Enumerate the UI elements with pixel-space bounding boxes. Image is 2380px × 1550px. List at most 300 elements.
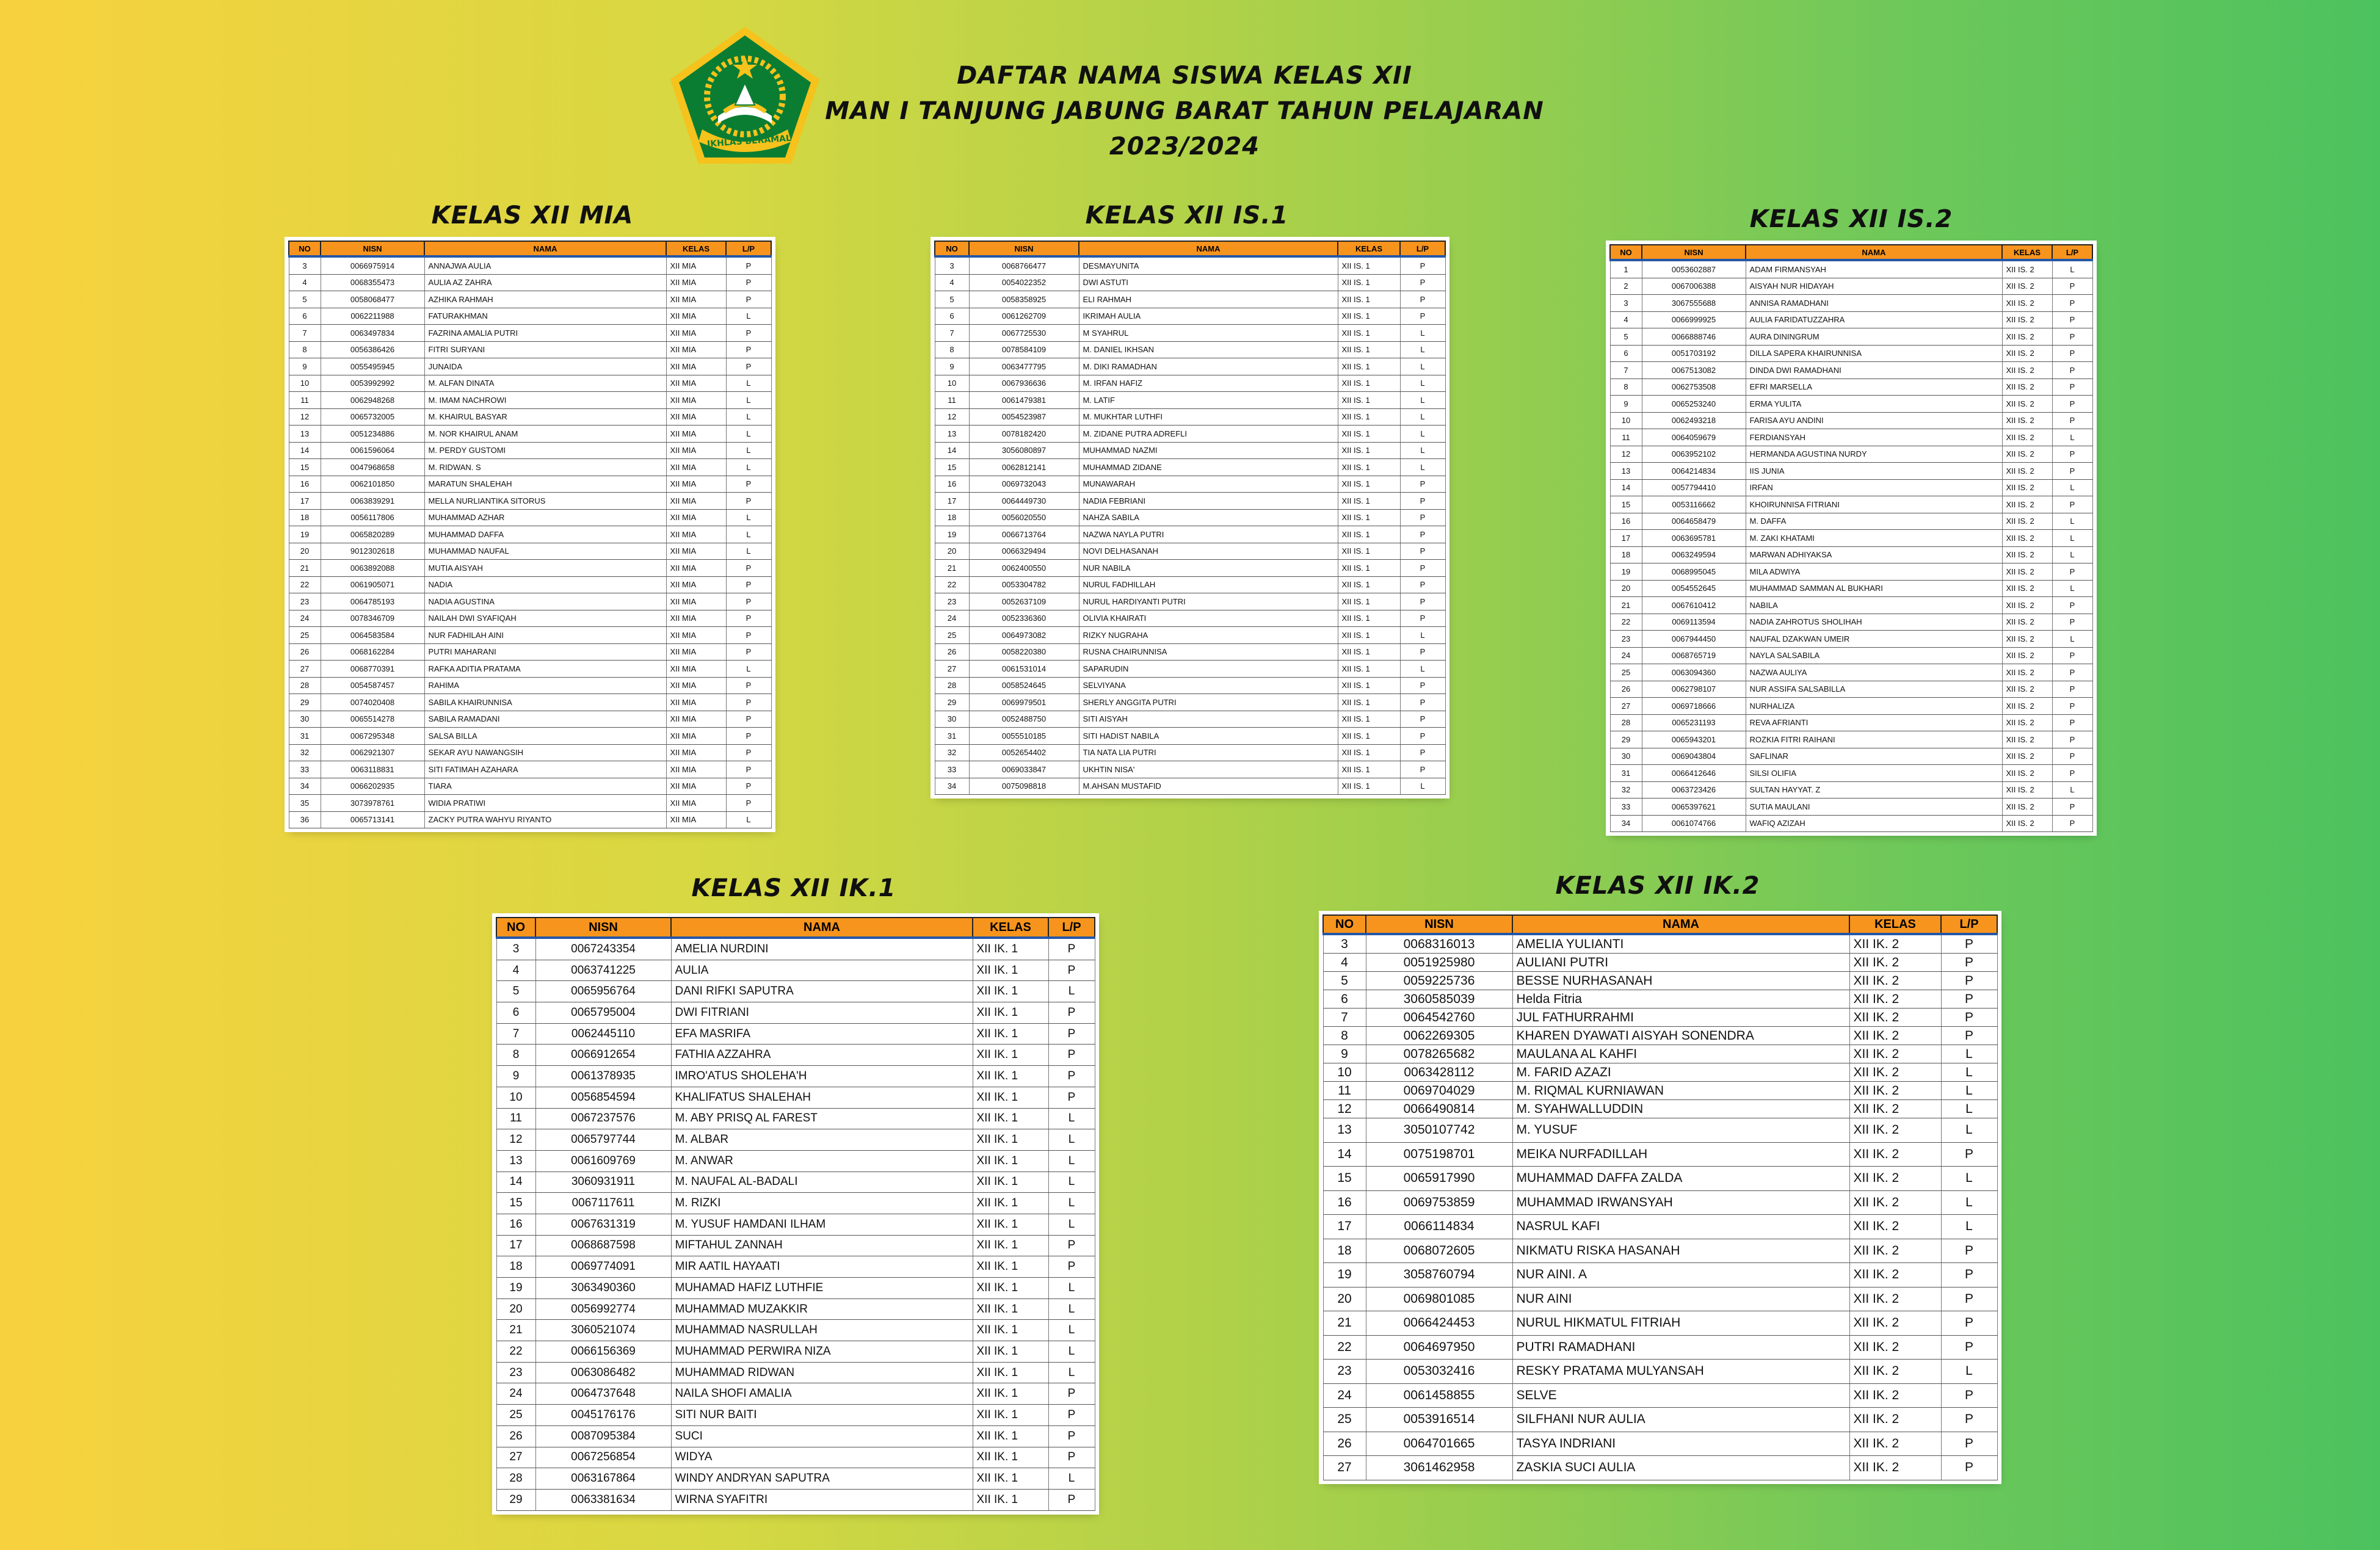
gender-cell: L [2052,260,2092,278]
no-cell: 25 [935,627,969,644]
table-row [935,476,1445,493]
table-row [1610,463,2092,480]
gender-cell: P [2052,664,2092,681]
nisn-cell: 0065514278 [321,711,424,728]
nisn-cell: 0063118831 [321,761,424,778]
nama-cell: SITI NUR BAITI [671,1405,973,1426]
nama-cell: MARWAN ADHIYAKSA [1746,546,2002,563]
nama-cell: KHOIRUNNISA FITRIANI [1746,496,2002,513]
no-cell: 23 [1610,631,1642,648]
nisn-cell: 0068355473 [321,274,424,291]
nama-cell: M. ALFAN DINATA [424,375,666,392]
kelas-cell: XII IS. 2 [2002,698,2052,715]
kelas-cell: XII IS. 1 [1338,610,1400,627]
no-cell: 12 [289,408,321,426]
no-cell: 15 [1323,1167,1366,1191]
gender-cell: P [726,274,771,291]
nisn-cell: 0069732043 [969,476,1079,493]
no-cell: 22 [1610,614,1642,631]
nisn-cell: 0066156369 [535,1341,671,1363]
no-cell: 15 [496,1193,535,1214]
no-cell: 25 [1610,664,1642,681]
table-row [496,1447,1095,1468]
no-cell: 6 [289,308,321,325]
table-row [1610,446,2092,463]
gender-cell: L [1048,1320,1095,1341]
table-row [1610,614,2092,631]
table-row [1610,563,2092,581]
nama-cell: SILFHANI NUR AULIA [1512,1408,1849,1432]
nama-cell: MUTIA AISYAH [424,560,666,577]
no-cell: 14 [935,442,969,459]
nisn-cell: 0067256854 [535,1447,671,1468]
nisn-cell: 0066912654 [535,1045,671,1066]
gender-cell: P [2052,647,2092,664]
kelas-cell: XII IK. 2 [1849,1408,1941,1432]
gender-cell: P [2052,311,2092,328]
table-row [1323,1383,1997,1408]
column-header: NISN [1642,245,1746,260]
no-cell: 3 [496,938,535,960]
no-cell: 22 [935,576,969,593]
table-row [496,960,1095,981]
nisn-cell: 0061609769 [535,1150,671,1172]
nisn-cell: 0053032416 [1366,1360,1512,1384]
table-row [1323,1118,1997,1143]
nisn-cell: 0057794410 [1642,479,1746,496]
nama-cell: NAZWA AULIYA [1746,664,2002,681]
nama-cell: RUSNA CHAIRUNNISA [1079,643,1338,661]
table-row [935,408,1445,426]
table-row [1610,396,2092,413]
gender-cell: L [1941,1360,1997,1384]
nisn-cell: 0051703192 [1642,345,1746,362]
gender-cell: P [1048,1447,1095,1468]
nama-cell: M. ZIDANE PUTRA ADREFLI [1079,426,1338,443]
table-row [1323,1167,1997,1191]
no-cell: 17 [1610,530,1642,547]
no-cell: 18 [1323,1239,1366,1263]
kelas-cell: XII IK. 2 [1849,1432,1941,1456]
nama-cell: MUHAMMAD AZHAR [424,509,666,526]
table-row [496,1066,1095,1087]
nisn-cell: 0078346709 [321,610,424,627]
gender-cell: L [1048,1150,1095,1172]
kelas-cell: XII IK. 2 [1849,1215,1941,1239]
nisn-cell: 0062269305 [1366,1027,1512,1045]
column-header: NISN [321,241,424,256]
table-row [289,711,771,728]
gender-cell: P [1400,308,1445,325]
kelas-cell: XII IS. 1 [1338,677,1400,694]
nisn-cell: 0065795004 [535,1002,671,1024]
nisn-cell: 0061531014 [969,661,1079,678]
kelas-cell: XII IS. 2 [2002,563,2052,581]
nisn-cell: 0067725530 [969,325,1079,342]
kelas-cell: XII IS. 1 [1338,761,1400,778]
kelas-cell: XII IK. 1 [973,1298,1048,1320]
no-cell: 25 [289,627,321,644]
nama-cell: PUTRI MAHARANI [424,643,666,661]
section-title-is1: KELAS XII IS.1 [1085,201,1289,230]
nama-cell: M. DAFFA [1746,513,2002,530]
table-row [289,661,771,678]
kelas-cell: XII IS. 1 [1338,728,1400,745]
nisn-cell: 0062921307 [321,744,424,761]
no-cell: 29 [1610,731,1642,748]
kelas-cell: XII IK. 2 [1849,1311,1941,1336]
no-cell: 36 [289,811,321,828]
table-row [289,442,771,459]
nama-cell: MUHAMMAD MUZAKKIR [671,1298,973,1320]
gender-cell: P [726,761,771,778]
nisn-cell: 0068072605 [1366,1239,1512,1263]
nama-cell: NAUFAL DZAKWAN UMEIR [1746,631,2002,648]
kelas-cell: XII IS. 1 [1338,526,1400,543]
kelas-cell: XII IS. 2 [2002,580,2052,597]
table-row [289,358,771,375]
kelas-cell: XII IS. 2 [2002,614,2052,631]
gender-cell: P [1941,1263,1997,1287]
gender-cell: P [726,560,771,577]
nisn-cell: 3060931911 [535,1172,671,1193]
kelas-cell: XII IS. 2 [2002,278,2052,295]
kelas-cell: XII IS. 1 [1338,576,1400,593]
column-header: L/P [1400,241,1445,256]
kelas-cell: XII MIA [666,543,726,560]
no-cell: 8 [935,341,969,358]
section-title-ik1: KELAS XII IK.1 [691,874,896,902]
kelas-cell: XII IK. 1 [973,1341,1048,1363]
nisn-cell: 0055510185 [969,728,1079,745]
gender-cell: L [1400,392,1445,409]
nama-cell: SHERLY ANGGITA PUTRI [1079,694,1338,711]
nama-cell: FARISA AYU ANDINI [1746,412,2002,429]
table-row [1610,698,2092,715]
nisn-cell: 0066114834 [1366,1215,1512,1239]
no-cell: 25 [496,1405,535,1426]
table-row [1323,1287,1997,1311]
table-row [1323,1142,1997,1167]
no-cell: 26 [496,1425,535,1447]
nisn-cell: 0063381634 [535,1489,671,1510]
nisn-cell: 0065732005 [321,408,424,426]
nama-cell: SALSA BILLA [424,728,666,745]
gender-cell: P [1048,1425,1095,1447]
nama-cell: IRFAN [1746,479,2002,496]
gender-cell: P [2052,765,2092,782]
nisn-cell: 0063741225 [535,960,671,981]
kelas-cell: XII IS. 1 [1338,274,1400,291]
nisn-cell: 0062445110 [535,1023,671,1045]
nisn-cell: 0053116662 [1642,496,1746,513]
no-cell: 13 [496,1150,535,1172]
nama-cell: OLIVIA KHAIRATI [1079,610,1338,627]
nama-cell: NADIA FEBRIANI [1079,493,1338,510]
no-cell: 20 [1323,1287,1366,1311]
nama-cell: NUR AINI [1512,1287,1849,1311]
table-row [496,1468,1095,1490]
nama-cell: ELI RAHMAH [1079,291,1338,308]
gender-cell: P [1048,1087,1095,1108]
no-cell: 30 [1610,748,1642,765]
column-header: NAMA [1746,245,2002,260]
kelas-cell: XII MIA [666,358,726,375]
no-cell: 18 [935,509,969,526]
nama-cell: MAULANA AL KAHFI [1512,1045,1849,1063]
nama-cell: AZHIKA RAHMAH [424,291,666,308]
nama-cell: IIS JUNIA [1746,463,2002,480]
nisn-cell: 3073978761 [321,795,424,812]
nisn-cell: 0068162284 [321,643,424,661]
nama-cell: DINDA DWI RAMADHANI [1746,362,2002,379]
kelas-cell: XII IS. 1 [1338,476,1400,493]
table-row [1323,1432,1997,1456]
table-row [289,677,771,694]
nama-cell: M. KHAIRUL BASYAR [424,408,666,426]
nama-cell: SELVIYANA [1079,677,1338,694]
table-header-row [289,241,771,256]
table-header-row [1610,245,2092,260]
nama-cell: NUR NABILA [1079,560,1338,577]
no-cell: 14 [1610,479,1642,496]
nama-cell: UKHTIN NISA' [1079,761,1338,778]
nisn-cell: 0051234886 [321,426,424,443]
gender-cell: P [726,778,771,795]
nama-cell: SELVE [1512,1383,1849,1408]
kelas-cell: XII IK. 2 [1849,934,1941,954]
gender-cell: L [1941,1082,1997,1100]
gender-cell: L [1941,1063,1997,1082]
nama-cell: ANNAJWA AULIA [424,256,666,274]
kelas-cell: XII IS. 2 [2002,429,2052,446]
table-row [935,325,1445,342]
gender-cell: L [726,459,771,476]
nama-cell: AULIA FARIDATUZZAHRA [1746,311,2002,328]
no-cell: 27 [289,661,321,678]
column-header: NO [1323,915,1366,934]
kelas-cell: XII IK. 1 [973,1214,1048,1235]
nisn-cell: 0058068477 [321,291,424,308]
no-cell: 34 [935,778,969,795]
column-header: NO [289,241,321,256]
kelas-cell: XII IK. 2 [1849,1287,1941,1311]
table-kelas-xii-is2 [1609,244,2093,832]
no-cell: 4 [935,274,969,291]
no-cell: 8 [289,341,321,358]
gender-cell: P [2052,597,2092,614]
gender-cell: P [1941,1311,1997,1336]
kelas-cell: XII MIA [666,610,726,627]
no-cell: 13 [1610,463,1642,480]
column-header: NAMA [424,241,666,256]
nama-cell: WIDYA [671,1447,973,1468]
nisn-cell: 0052336360 [969,610,1079,627]
table-row [496,938,1095,960]
table-row [1610,748,2092,765]
nama-cell: BESSE NURHASANAH [1512,972,1849,990]
table-row [496,1150,1095,1172]
nama-cell: M. FARID AZAZI [1512,1063,1849,1082]
table-row [1610,580,2092,597]
gender-cell: L [1048,981,1095,1002]
nisn-cell: 0064701665 [1366,1432,1512,1456]
column-header: NAMA [1079,241,1338,256]
table-row [935,661,1445,678]
no-cell: 6 [1323,990,1366,1009]
table-row [1323,972,1997,990]
gender-cell: P [2052,412,2092,429]
no-cell: 32 [1610,781,1642,799]
no-cell: 21 [496,1320,535,1341]
nisn-cell: 0063249594 [1642,546,1746,563]
nama-cell: WINDY ANDRYAN SAPUTRA [671,1468,973,1490]
no-cell: 9 [1610,396,1642,413]
table-kelas-xii-ik1 [496,917,1095,1511]
no-cell: 8 [1610,378,1642,396]
nama-cell: M. MUKHTAR LUTHFI [1079,408,1338,426]
nisn-cell: 0078265682 [1366,1045,1512,1063]
gender-cell: L [1400,341,1445,358]
no-cell: 5 [935,291,969,308]
kelas-cell: XII IS. 1 [1338,408,1400,426]
nisn-cell: 0059225736 [1366,972,1512,990]
nama-cell: M. IRFAN HAFIZ [1079,375,1338,392]
table-row [1610,311,2092,328]
kelas-cell: XII IK. 1 [973,1045,1048,1066]
table-row [496,1320,1095,1341]
no-cell: 1 [1610,260,1642,278]
nama-cell: M. YUSUF [1512,1118,1849,1143]
no-cell: 23 [496,1362,535,1383]
nisn-cell: 0065943201 [1642,731,1746,748]
nisn-cell: 0064449730 [969,493,1079,510]
gender-cell: L [1048,1193,1095,1214]
kelas-cell: XII IK. 2 [1849,1167,1941,1191]
no-cell: 7 [935,325,969,342]
nama-cell: ZACKY PUTRA WAHYU RIYANTO [424,811,666,828]
nisn-cell: 0067295348 [321,728,424,745]
table-row [496,1172,1095,1193]
gender-cell: L [726,308,771,325]
nisn-cell: 0053916514 [1366,1408,1512,1432]
table-row [1323,1045,1997,1063]
kelas-cell: XII IK. 2 [1849,1383,1941,1408]
nisn-cell: 0064542760 [1366,1009,1512,1027]
nisn-cell: 0062101850 [321,476,424,493]
kelas-cell: XII IS. 2 [2002,295,2052,312]
kelas-cell: XII IS. 2 [2002,328,2052,346]
table-row [289,694,771,711]
kelas-cell: XII IS. 2 [2002,260,2052,278]
nisn-cell: 0067610412 [1642,597,1746,614]
gender-cell: P [726,341,771,358]
nama-cell: DESMAYUNITA [1079,256,1338,274]
no-cell: 16 [935,476,969,493]
nisn-cell: 0063892088 [321,560,424,577]
kelas-cell: XII IK. 2 [1849,1100,1941,1118]
table-row [289,274,771,291]
table-row [289,392,771,409]
nisn-cell: 0056854594 [535,1087,671,1108]
no-cell: 6 [1610,345,1642,362]
nisn-cell: 0045176176 [535,1405,671,1426]
kelas-cell: XII IK. 1 [973,1087,1048,1108]
column-header: KELAS [1849,915,1941,934]
table-row [496,1278,1095,1299]
gender-cell: P [726,728,771,745]
nisn-cell: 0075198701 [1366,1142,1512,1167]
kelas-cell: XII MIA [666,476,726,493]
gender-cell: P [1048,1256,1095,1278]
no-cell: 34 [289,778,321,795]
nisn-cell: 0067513082 [1642,362,1746,379]
gender-cell: L [2052,546,2092,563]
nisn-cell: 0052488750 [969,711,1079,728]
nama-cell: MUHAMMAD NAZMI [1079,442,1338,459]
table-row [1323,1009,1997,1027]
nama-cell: AMELIA YULIANTI [1512,934,1849,954]
nama-cell: MUHAMMAD SAMMAN AL BUKHARI [1746,580,2002,597]
gender-cell: L [2052,530,2092,547]
kelas-cell: XII IS. 2 [2002,815,2052,832]
no-cell: 17 [1323,1215,1366,1239]
nama-cell: Helda Fitria [1512,990,1849,1009]
kelas-cell: XII IK. 2 [1849,1118,1941,1143]
nisn-cell: 0066490814 [1366,1100,1512,1118]
nisn-cell: 0054587457 [321,677,424,694]
nisn-cell: 0055495945 [321,358,424,375]
gender-cell: P [2052,815,2092,832]
table-row [289,308,771,325]
gender-cell: P [2052,396,2092,413]
nama-cell: ZASKIA SUCI AULIA [1512,1456,1849,1480]
nisn-cell: 0052637109 [969,593,1079,610]
column-header: NO [935,241,969,256]
no-cell: 12 [496,1129,535,1151]
table-row [496,1087,1095,1108]
table-row [496,1193,1095,1214]
nama-cell: MUHAMMAD NASRULLAH [671,1320,973,1341]
nama-cell: EFA MASRIFA [671,1023,973,1045]
nama-cell: SAPARUDIN [1079,661,1338,678]
gender-cell: P [726,711,771,728]
gender-cell: L [1941,1045,1997,1063]
nisn-cell: 0069774091 [535,1256,671,1278]
nama-cell: NURUL HIKMATUL FITRIAH [1512,1311,1849,1336]
column-header: NAMA [1512,915,1849,934]
table-row [935,711,1445,728]
nisn-cell: 0065917990 [1366,1167,1512,1191]
nama-cell: NADIA ZAHROTUS SHOLIHAH [1746,614,2002,631]
table-row [289,526,771,543]
table-row [935,576,1445,593]
nisn-cell: 0064059679 [1642,429,1746,446]
gender-cell: P [1400,643,1445,661]
kelas-cell: XII IS. 1 [1338,375,1400,392]
table-row [289,375,771,392]
gender-cell: P [1400,560,1445,577]
nama-cell: M SYAHRUL [1079,325,1338,342]
kelas-cell: XII IS. 1 [1338,593,1400,610]
nisn-cell: 0069033847 [969,761,1079,778]
table-row [935,627,1445,644]
nisn-cell: 0063428112 [1366,1063,1512,1082]
no-cell: 8 [496,1045,535,1066]
nisn-cell: 0065253240 [1642,396,1746,413]
kelas-cell: XII MIA [666,426,726,443]
no-cell: 19 [1610,563,1642,581]
